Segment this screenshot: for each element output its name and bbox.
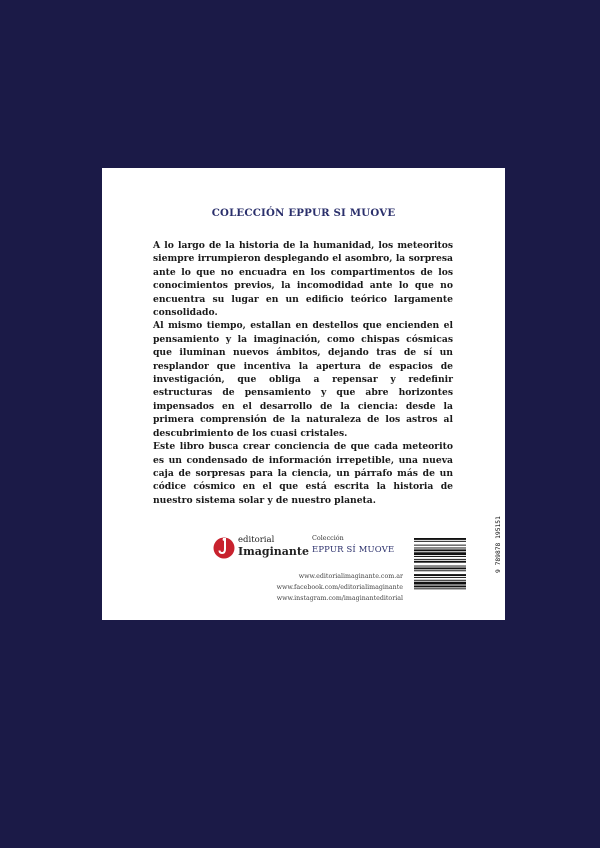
blurb: [153, 239, 453, 507]
blurb-paragraph-3: Este libro busca crear conciencia de que cada meteorito es un condensado de información irrepetible, una nueva caja de sorpresas para la ciencia, un párrafo más de un códice cósmico en el que está escrita la historia de nuestro sistema solar y de nuestro planeta.: [153, 441, 453, 506]
barcode-bar: [414, 541, 466, 542]
barcode-bar: [414, 559, 466, 560]
barcode-bar: [414, 566, 466, 567]
barcode-bar: [414, 549, 466, 551]
back-cover-panel: [102, 168, 505, 620]
publisher-name: Imaginante: [238, 545, 309, 558]
barcode-bar: [414, 552, 466, 555]
publisher-label-small: editorial: [238, 535, 275, 545]
collection-logo-name: EPPUR SÍ MUOVE: [312, 544, 395, 554]
barcode-bar: [414, 570, 466, 571]
collection-logo: [312, 534, 402, 562]
website-link: www.editorialimaginante.com.ar: [298, 573, 403, 580]
barcode-bar: [414, 574, 466, 576]
barcode-bar: [414, 586, 466, 588]
barcode-bar: [414, 556, 466, 557]
facebook-link: www.facebook.com/editorialimaginante: [276, 584, 403, 591]
barcode-bar: [414, 545, 466, 546]
barcode-bar: [414, 538, 466, 540]
isbn-barcode: [414, 538, 466, 609]
collection-title: COLECCIÓN EPPUR SI MUOVE: [211, 207, 396, 219]
barcode-bar: [414, 577, 466, 578]
blurb-paragraph-1: A lo largo de la historia de la humanidad, los meteoritos siempre irrumpieron desplegando el asombro, la sorpresa ante lo que no encuadra en los compartimentos de los conocimientos previos, la incomodidad ante lo que no encuentra su lugar en un edificio teórico largamente consolidado.: [153, 240, 453, 319]
barcode-bar: [414, 582, 466, 585]
barcode-bar: [414, 548, 466, 549]
barcode-bar: [414, 580, 466, 581]
publisher-logo: [212, 532, 309, 562]
barcode-bar: [414, 588, 466, 589]
ink-drop-logo-icon: [212, 535, 236, 559]
barcode-bar: [414, 567, 466, 569]
blurb-paragraph-2: Al mismo tiempo, estallan en destellos que encienden el pensamiento y la imaginación, como chispas cósmicas que iluminan nuevos ámbitos, dejando tras de sí un resplandor que incentiva la apertura de espacios de investigación, que obliga a repensar y redefinir estructuras de pensamiento y que abre horizontes impensados en el desarrollo de la ciencia: desde la primera comprensión de la naturaleza de los astros al descubrimiento de los cuasi cristales.: [153, 320, 453, 439]
collection-logo-small: Colección: [312, 534, 344, 542]
instagram-link: www.instagram.com/imaginanteditorial: [276, 595, 403, 602]
website-links: [202, 571, 403, 604]
isbn-digits: 9 789878 195151: [495, 516, 502, 573]
barcode-bar: [414, 561, 466, 563]
